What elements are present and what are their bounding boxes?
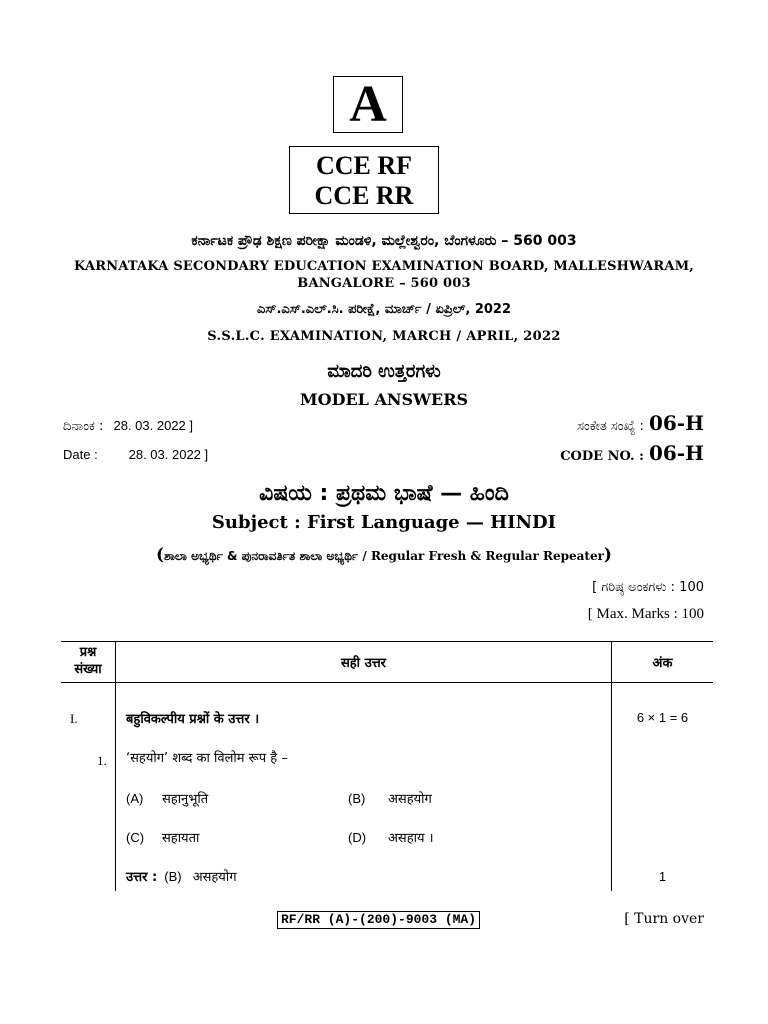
exam-title-english: S.S.L.C. EXAMINATION, MARCH / APRIL, 2022: [207, 329, 561, 344]
question-marks: 1: [658, 869, 667, 884]
table-divider-left: [115, 641, 116, 891]
option-a: [126, 788, 208, 807]
option-d-label: (D): [348, 830, 367, 845]
set-label: A: [349, 76, 387, 133]
code-label-kannada: ಸಂಕೇತ ಸಂಖ್ಯೆ :: [577, 419, 644, 434]
option-b: [348, 788, 432, 807]
table-header-rule: [61, 682, 713, 683]
date-label-kannada: ದಿನಾಂಕ :: [63, 419, 104, 434]
max-marks-english: [ Max. Marks : 100: [587, 606, 704, 622]
cce-code-box: [289, 146, 439, 214]
board-name-line1: KARNATAKA SECONDARY EDUCATION EXAMINATION BOARD, MALLESHWARAM,: [73, 259, 695, 274]
paper-code: RF/RR (A)-(200)-9003 (MA): [277, 911, 480, 929]
model-answers-kannada: ಮಾದರಿ ಉತ್ತರಗಳು: [327, 361, 441, 382]
option-a-label: (A): [126, 791, 144, 806]
header-marks: अंक: [652, 656, 673, 671]
answer-text: असहयोग: [192, 870, 237, 885]
cce-code-rf: CCE RF: [315, 151, 413, 180]
table-top-rule: [61, 641, 713, 642]
answer-option: (B): [164, 869, 182, 884]
date-row-kannada: [63, 418, 193, 434]
cce-code-rr: CCE RR: [314, 181, 414, 210]
turn-over: [ Turn over: [624, 911, 704, 927]
date-value-english: 28. 03. 2022 ]: [128, 447, 209, 462]
exam-title-kannada: ಎಸ್.ಎಸ್.ಎಲ್.ಸಿ. ಪರೀಕ್ಷೆ, ಮಾರ್ಚ್ / ಏಪ್ರಿಲ್, 2022: [256, 302, 512, 317]
section-marks: 6 × 1 = 6: [636, 710, 689, 725]
category-kannada: ಶಾಲಾ ಅಭ್ಯರ್ಥಿ & ಪುನರಾವರ್ತಿತ ಶಾಲಾ ಅಭ್ಯರ್ಥಿ: [164, 549, 359, 563]
option-c-text: सहायता: [162, 831, 200, 846]
header-question-no: प्रश्न संख्या: [74, 645, 102, 677]
answer-line: [126, 866, 237, 885]
code-value-english: 06-H: [648, 441, 704, 465]
code-row-english: [560, 441, 704, 465]
subject-english: Subject : First Language — HINDI: [211, 512, 557, 533]
option-c: [126, 827, 199, 846]
header-answer: सही उत्तर: [340, 656, 386, 671]
option-b-text: असहयोग: [388, 792, 432, 807]
code-row-kannada: [577, 411, 704, 435]
answer-label: उत्तर :: [126, 870, 158, 885]
code-label-english: CODE NO. :: [560, 449, 644, 464]
subject-kannada: ವಿಷಯ : ಪ್ರಥಮ ಭಾಷೆ — ಹಿಂದಿ: [259, 481, 509, 506]
section-title: बहुविकल्पीय प्रश्नों के उत्तर ।: [126, 712, 260, 727]
option-b-label: (B): [348, 791, 366, 806]
option-c-label: (C): [126, 830, 145, 845]
set-label-box: [333, 76, 403, 133]
model-answers-english: MODEL ANSWERS: [299, 390, 469, 409]
max-marks-kannada: [ ಗರಿಷ್ಠ ಅಂಕಗಳು : 100: [592, 580, 704, 595]
section-number: I.: [70, 711, 78, 726]
option-a-text: सहानुभूति: [162, 792, 209, 807]
date-row-english: [63, 447, 208, 462]
candidate-category: (ಶಾಲಾ ಅಭ್ಯರ್ಥಿ & ಪುನರಾವರ್ತಿತ ಶಾಲಾ ಅಭ್ಯರ್ಥಿ / Regular Fresh & Regular Repeater): [156, 545, 612, 565]
category-english: / Regular Fresh & Regular Repeater: [362, 549, 604, 563]
code-value: 06-H: [648, 411, 704, 435]
board-name-english: [0, 258, 768, 292]
question-number: 1.: [97, 753, 107, 768]
question-text: ‘सहयोग’ शब्द का विलोम रूप है –: [126, 751, 288, 766]
board-name-kannada: ಕರ್ನಾಟಕ ಪ್ರೌಢ ಶಿಕ್ಷಣ ಪರೀಕ್ಷಾ ಮಂಡಳಿ, ಮಲ್ಲೇಶ್ವರಂ, ಬೆಂಗಳೂರು – 560 003: [191, 233, 577, 249]
option-d-text: असहाय ।: [388, 831, 434, 846]
date-value: 28. 03. 2022 ]: [113, 418, 193, 433]
date-label-english: Date :: [63, 447, 98, 462]
board-name-line2: BANGALORE – 560 003: [297, 276, 471, 291]
option-d: [348, 827, 434, 846]
table-divider-right: [611, 641, 612, 891]
